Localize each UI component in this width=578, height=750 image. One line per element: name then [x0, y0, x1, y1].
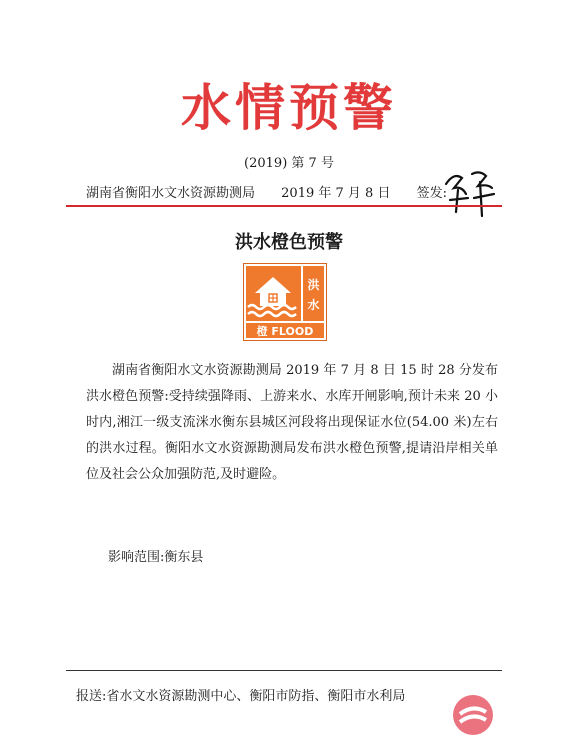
impact-scope: 影响范围:衡东县	[108, 550, 204, 565]
icon-side-char-2: 水	[307, 298, 320, 312]
sign-label: 签发:	[416, 186, 447, 201]
notice-body: 湖南省衡阳水文水资源勘测局 2019 年 7 月 8 日 15 时 28 分发布洪水橙色预警:受持续强降雨、上游来水、水库开闸影响,预计未来 20 小时内,湘江一级支流洣水衡东县城区河段将出现保证水位(54.00 米)左右的洪水过程。衡阳水文水资源勘测局发布洪水橙色预警,提请沿岸相关单位及社会公众加强防范,及时避险。	[86, 363, 498, 482]
header-divider	[66, 205, 502, 207]
icon-bottom-label: 橙 FLOOD	[256, 325, 314, 338]
footer-divider	[66, 670, 502, 671]
orange-flood-warning-icon	[243, 263, 327, 341]
page-title: 水情预警	[181, 78, 397, 137]
issuer-line	[86, 182, 469, 201]
icon-side-char-1: 洪	[307, 278, 320, 292]
handwritten-signature	[440, 164, 500, 220]
issue-number: (2019) 第 7 号	[244, 156, 334, 171]
notice-title: 洪水橙色预警	[235, 232, 343, 253]
logo-watermark	[448, 690, 498, 740]
issue-date: 2019 年 7 月 8 日	[281, 186, 391, 201]
cc-recipients: 报送:省水文水资源勘测中心、衡阳市防指、衡阳市水利局	[76, 689, 406, 704]
issuer: 湖南省衡阳水文水资源勘测局	[86, 186, 256, 201]
